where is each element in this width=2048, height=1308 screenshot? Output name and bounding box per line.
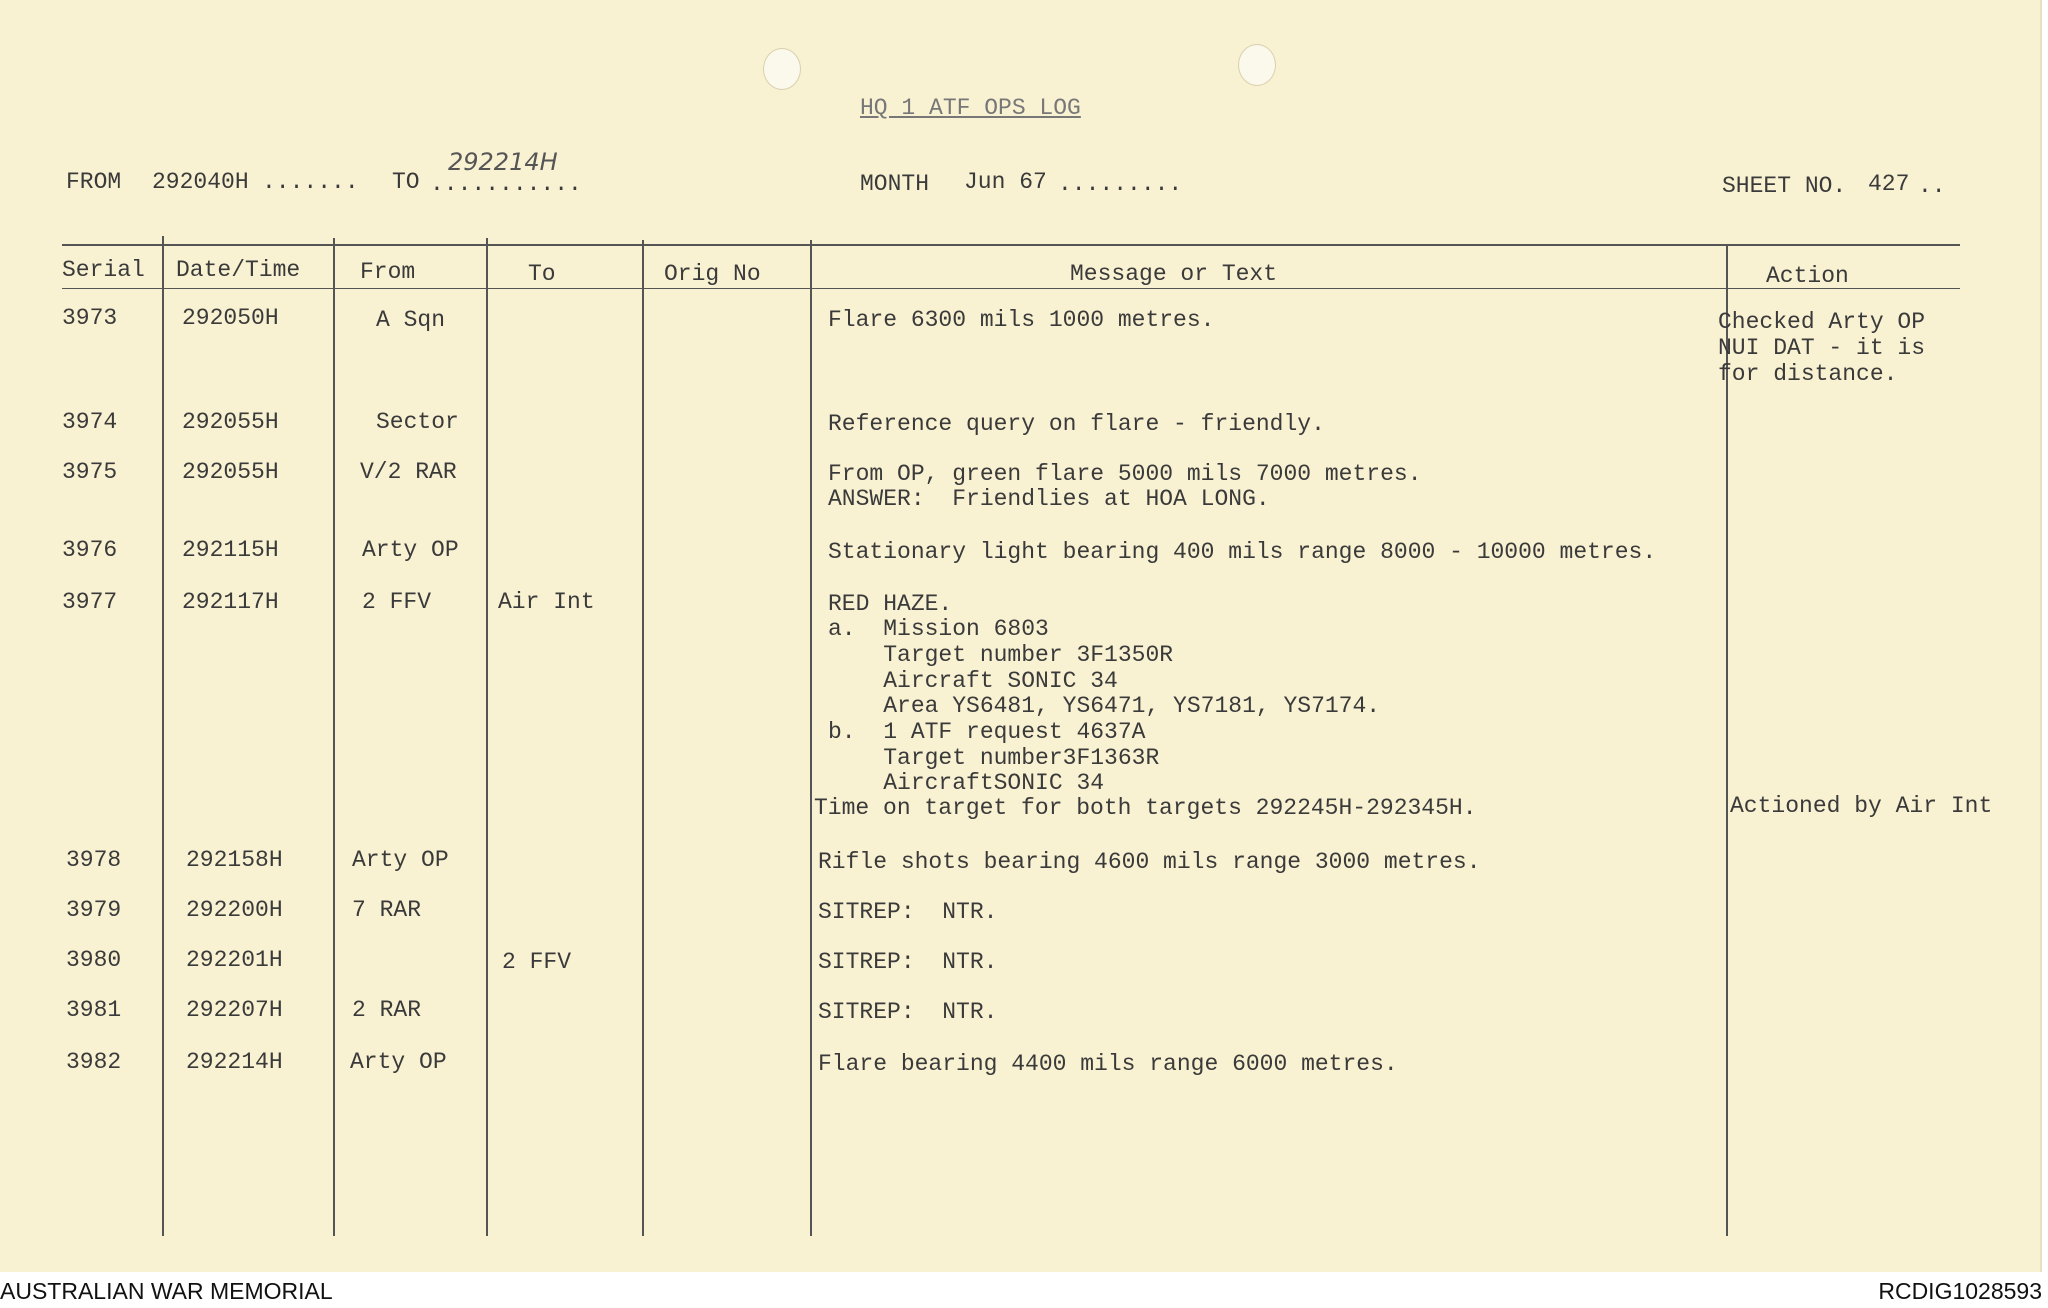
row-datetime: 292207H xyxy=(186,997,283,1023)
column-header-from: From xyxy=(360,259,416,285)
row-serial: 3978 xyxy=(66,847,122,873)
column-header-serial: Serial xyxy=(62,257,145,283)
row-serial: 3982 xyxy=(66,1049,122,1075)
col-divider xyxy=(810,240,812,1236)
row-serial: 3976 xyxy=(62,537,118,563)
from-dots: ....... xyxy=(262,169,359,195)
punch-hole-left xyxy=(763,48,801,90)
punch-hole-right xyxy=(1238,44,1276,86)
row-message-line: From OP, green flare 5000 mils 7000 metres. xyxy=(828,461,1422,487)
row-message-line: Time on target for both targets 292245H-292345H. xyxy=(814,795,1477,821)
row-message-line: Area YS6481, YS6471, YS7181, YS7174. xyxy=(828,693,1381,719)
table-header-rule xyxy=(62,288,1960,289)
row-from: A Sqn xyxy=(376,307,446,333)
row-datetime: 292117H xyxy=(182,589,279,615)
row-from: 2 RAR xyxy=(352,997,422,1023)
row-action-line: for distance. xyxy=(1718,361,1898,387)
row-from: Arty OP xyxy=(352,847,449,873)
row-message-line: Target number3F1363R xyxy=(828,745,1160,771)
row-serial: 3981 xyxy=(66,997,122,1023)
row-action-line: Actioned by Air Int xyxy=(1730,793,1993,819)
row-datetime: 292050H xyxy=(182,305,279,331)
col-divider xyxy=(642,240,644,1236)
sheet-dots: .. xyxy=(1918,173,1946,199)
archive-footer xyxy=(0,1274,2048,1308)
from-label: FROM xyxy=(66,169,122,195)
row-message-line: AircraftSONIC 34 xyxy=(828,770,1105,796)
row-from: Arty OP xyxy=(362,537,459,563)
row-serial: 3975 xyxy=(62,459,118,485)
month-label: MONTH xyxy=(860,171,930,197)
row-message-line: SITREP: NTR. xyxy=(818,999,998,1025)
row-datetime: 292214H xyxy=(186,1049,283,1075)
table-top-rule xyxy=(62,244,1960,246)
column-header-message: Message or Text xyxy=(1070,261,1278,287)
sheet-value: 427 xyxy=(1868,171,1910,197)
row-to: 2 FFV xyxy=(502,949,572,975)
row-message-line: b. 1 ATF request 4637A xyxy=(828,719,1146,745)
row-message-line: Aircraft SONIC 34 xyxy=(828,668,1118,694)
row-datetime: 292055H xyxy=(182,409,279,435)
row-message-line: Reference query on flare - friendly. xyxy=(828,411,1325,437)
row-message-line: RED HAZE. xyxy=(828,591,953,617)
col-divider xyxy=(486,238,488,1236)
to-dots: ........... xyxy=(430,171,582,197)
row-action-line: Checked Arty OP xyxy=(1718,309,1926,335)
column-header-orig-no: Orig No xyxy=(664,261,761,287)
row-from: 7 RAR xyxy=(352,897,422,923)
month-dots: ......... xyxy=(1058,171,1183,197)
row-message-line: Flare 6300 mils 1000 metres. xyxy=(828,307,1215,333)
row-message-line: SITREP: NTR. xyxy=(818,949,998,975)
row-serial: 3980 xyxy=(66,947,122,973)
row-datetime: 292200H xyxy=(186,897,283,923)
row-message-line: a. Mission 6803 xyxy=(828,616,1049,642)
row-message-line: Stationary light bearing 400 mils range 8000 - 10000 metres. xyxy=(828,539,1657,565)
col-divider xyxy=(333,238,335,1236)
row-from: 2 FFV xyxy=(362,589,432,615)
row-message-line: SITREP: NTR. xyxy=(818,899,998,925)
row-serial: 3973 xyxy=(62,305,118,331)
row-serial: 3977 xyxy=(62,589,118,615)
row-from: V/2 RAR xyxy=(360,459,457,485)
column-header-action: Action xyxy=(1766,263,1849,289)
row-to: Air Int xyxy=(498,589,595,615)
row-action-line: NUI DAT - it is xyxy=(1718,335,1926,361)
row-message-line: Target number 3F1350R xyxy=(828,642,1174,668)
row-message-line: Rifle shots bearing 4600 mils range 3000 metres. xyxy=(818,849,1481,875)
footer-record-id: RCDIG1028593 xyxy=(1878,1278,2042,1304)
row-from: Sector xyxy=(376,409,459,435)
col-divider xyxy=(1726,244,1728,1236)
row-serial: 3979 xyxy=(66,897,122,923)
from-value: 292040H xyxy=(152,169,249,195)
row-from: Arty OP xyxy=(350,1049,447,1075)
row-datetime: 292115H xyxy=(182,537,279,563)
row-datetime: 292055H xyxy=(182,459,279,485)
row-datetime: 292201H xyxy=(186,947,283,973)
log-title: HQ 1 ATF OPS LOG xyxy=(860,95,1081,121)
row-serial: 3974 xyxy=(62,409,118,435)
sheet-label: SHEET NO. xyxy=(1722,173,1847,199)
column-header-datetime: Date/Time xyxy=(176,257,301,283)
month-value: Jun 67 xyxy=(964,169,1047,195)
col-divider xyxy=(162,236,164,1236)
to-value-handwritten: 292214H xyxy=(448,148,558,176)
row-message-line: ANSWER: Friendlies at HOA LONG. xyxy=(828,486,1270,512)
column-header-to: To xyxy=(528,261,556,287)
row-datetime: 292158H xyxy=(186,847,283,873)
to-label: TO xyxy=(392,169,420,195)
row-message-line: Flare bearing 4400 mils range 6000 metres. xyxy=(818,1051,1398,1077)
footer-institution: AUSTRALIAN WAR MEMORIAL xyxy=(0,1278,333,1304)
